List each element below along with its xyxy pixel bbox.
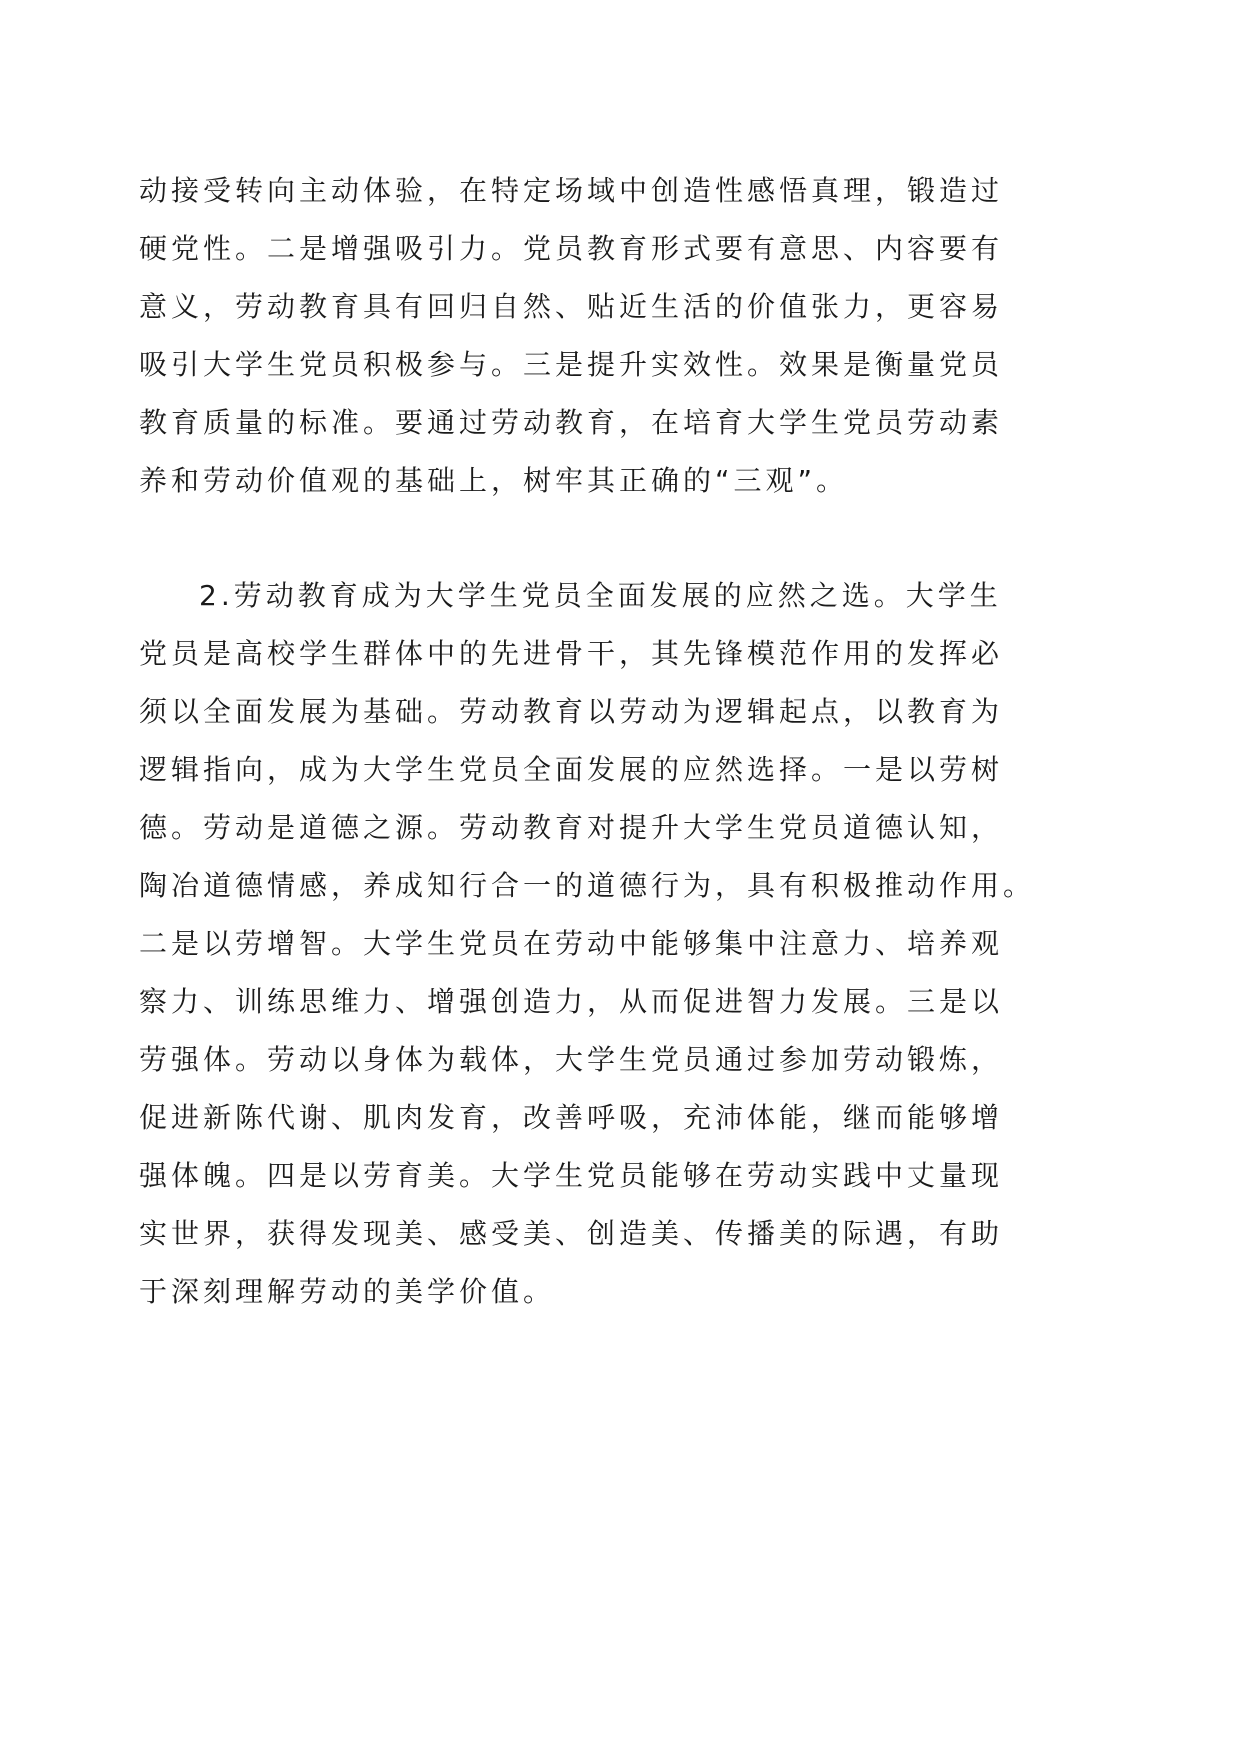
text-line: 二是以劳增智。大学生党员在劳动中能够集中注意力、培养观	[139, 927, 1004, 960]
text-line: 实世界，获得发现美、感受美、创造美、传播美的际遇，有助	[139, 1217, 1004, 1250]
text-line: 动接受转向主动体验，在特定场域中创造性感悟真理，锻造过	[139, 174, 1004, 207]
text-line: 党员是高校学生群体中的先进骨干，其先锋模范作用的发挥必	[139, 637, 1004, 670]
text-line: 促进新陈代谢、肌肉发育，改善呼吸，充沛体能，继而能够增	[139, 1101, 1004, 1134]
text-line: 陶冶道德情感，养成知行合一的道德行为，具有积极推动作用。	[139, 869, 1036, 902]
text-line: 逻辑指向，成为大学生党员全面发展的应然选择。一是以劳树	[139, 753, 1004, 786]
text-line: 察力、训练思维力、增强创造力，从而促进智力发展。三是以	[139, 985, 1004, 1018]
text-line: 强体魄。四是以劳育美。大学生党员能够在劳动实践中丈量现	[139, 1159, 1004, 1192]
text-line: 硬党性。二是增强吸引力。党员教育形式要有意思、内容要有	[139, 232, 1004, 265]
text-line: 教育质量的标准。要通过劳动教育，在培育大学生党员劳动素	[139, 406, 1004, 439]
text-line: 2.劳动教育成为大学生党员全面发展的应然之选。大学生	[199, 579, 1002, 612]
text-line: 养和劳动价值观的基础上，树牢其正确的“三观”。	[139, 464, 849, 497]
text-line: 须以全面发展为基础。劳动教育以劳动为逻辑起点，以教育为	[139, 695, 1004, 728]
text-line: 意义，劳动教育具有回归自然、贴近生活的价值张力，更容易	[139, 290, 1004, 323]
text-line: 吸引大学生党员积极参与。三是提升实效性。效果是衡量党员	[139, 348, 1004, 381]
text-line: 德。劳动是道德之源。劳动教育对提升大学生党员道德认知，	[139, 811, 1004, 844]
text-line: 劳强体。劳动以身体为载体，大学生党员通过参加劳动锻炼，	[139, 1043, 1004, 1076]
text-line: 于深刻理解劳动的美学价值。	[139, 1275, 556, 1308]
